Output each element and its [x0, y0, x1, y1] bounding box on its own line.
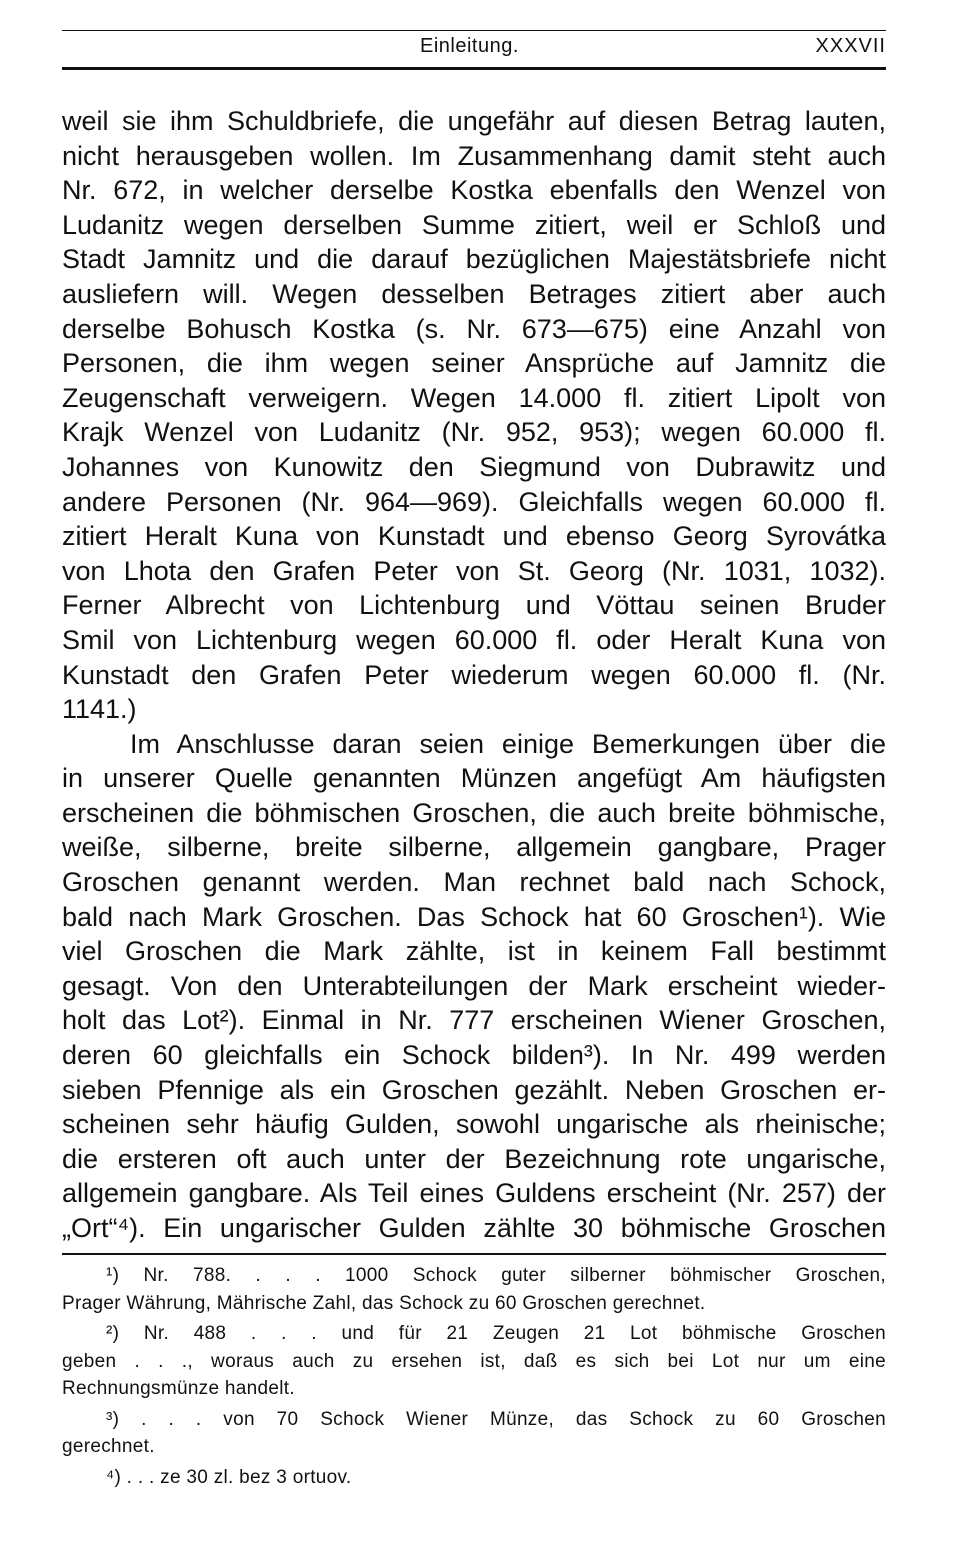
text-line: deren 60 gleichfalls ein Schock bilden³). In Nr. 499 werden: [62, 1040, 886, 1071]
footnote-line: gerechnet.: [62, 1436, 155, 1457]
footnote-rule: [62, 1253, 886, 1255]
text-line: von Lhota den Grafen Peter von St. Georg (Nr. 1031, 1032).: [62, 555, 886, 586]
text-line: Smil von Lichtenburg wegen 60.000 fl. oder Heralt Kuna von: [62, 624, 886, 655]
text-line: erscheinen die böhmischen Groschen, die auch breite böhmische,: [62, 797, 886, 828]
text-line: zitiert Heralt Kuna von Kunstadt und ebenso Georg Syrovátka: [62, 521, 886, 552]
text-line: ausliefern will. Wegen desselben Betrages zitiert aber auch: [62, 278, 886, 309]
text-line: Nr. 672, in welcher derselbe Kostka ebenfalls den Wenzel von: [62, 175, 886, 206]
text-line: derselbe Bohusch Kostka (s. Nr. 673—675) eine Anzahl von: [62, 313, 886, 344]
text-line: Groschen genannt werden. Man rechnet bald nach Schock,: [62, 867, 886, 898]
text-line: Johannes von Kunowitz den Siegmund von Dubrawitz und: [62, 451, 886, 482]
text-line: Ludanitz wegen derselben Summe zitiert, weil er Schloß und: [62, 209, 886, 240]
page-number: XXXVII: [815, 35, 886, 57]
text-line: Im Anschlusse daran seien einige Bemerkungen über die: [130, 728, 886, 759]
text-line: Stadt Jamnitz und die darauf bezüglichen Majestätsbriefe nicht: [62, 244, 886, 275]
footnote-line: ³) . . . von 70 Schock Wiener Münze, das Schock zu 60 Groschen: [106, 1408, 886, 1430]
footnote-line: geben . . ., woraus auch zu ersehen ist, daß es sich bei Lot nur um eine: [62, 1350, 886, 1372]
text-line: Personen, die ihm wegen seiner Ansprüche auf Jamnitz die: [62, 348, 886, 379]
text-line: Kunstadt den Grafen Peter wiederum wegen 60.000 fl. (Nr.: [62, 659, 886, 690]
text-line: Ferner Albrecht von Lichtenburg und Vöttau seinen Bruder: [62, 590, 886, 621]
text-line: „Ort“⁴). Ein ungarischer Gulden zählte 30 böhmische Groschen: [62, 1213, 886, 1243]
text-line: andere Personen (Nr. 964—969). Gleichfalls wegen 60.000 fl.: [62, 486, 886, 517]
running-title: Einleitung.: [420, 35, 519, 57]
running-head: [62, 35, 886, 65]
footnote-line: ¹) Nr. 788. . . . 1000 Schock guter silberner böhmischer Groschen,: [106, 1265, 886, 1286]
text-line: scheinen sehr häufig Gulden, sowohl ungarische als rheinische;: [62, 1109, 886, 1140]
text-line: bald nach Mark Groschen. Das Schock hat 60 Groschen¹). Wie: [62, 901, 886, 932]
text-line: allgemein gangbare. Als Teil eines Guldens erscheint (Nr. 257) der: [62, 1178, 886, 1209]
text-line: holt das Lot²). Einmal in Nr. 777 erscheinen Wiener Groschen,: [62, 1005, 886, 1036]
header-rule: [62, 67, 886, 70]
body-text: [62, 104, 886, 1246]
footnote-line: Rechnungsmünze handelt.: [62, 1378, 295, 1399]
text-line: weil sie ihm Schuldbriefe, die ungefähr auf diesen Betrag lauten,: [62, 106, 886, 136]
text-line: Zeugenschaft verweigern. Wegen 14.000 fl. zitiert Lipolt von: [62, 382, 886, 413]
text-line: nicht herausgeben wollen. Im Zusammenhang damit steht auch: [62, 140, 886, 171]
text-line: die ersteren oft auch unter der Bezeichnung rote ungarische,: [62, 1143, 886, 1174]
footnotes: [62, 1262, 886, 1491]
text-line: 1141.): [62, 694, 137, 725]
top-rule: [62, 30, 886, 31]
text-line: viel Groschen die Mark zählte, ist in keinem Fall bestimmt: [62, 936, 886, 967]
text-line: Krajk Wenzel von Ludanitz (Nr. 952, 953); wegen 60.000 fl.: [62, 417, 886, 448]
text-line: sieben Pfennige als ein Groschen gezählt. Neben Groschen er-: [62, 1074, 886, 1105]
text-line: in unserer Quelle genannten Münzen angefügt Am häufigsten: [62, 763, 886, 794]
text-line: weiße, silberne, breite silberne, allgemein gangbare, Prager: [62, 832, 886, 863]
text-line: gesagt. Von den Unterabteilungen der Mark erscheint wieder-: [62, 970, 886, 1001]
footnote-line: ²) Nr. 488 . . . und für 21 Zeugen 21 Lot böhmische Groschen: [106, 1323, 886, 1344]
footnote-line: ⁴) . . . ze 30 zl. bez 3 ortuov.: [106, 1466, 352, 1488]
footnote-line: Prager Währung, Mährische Zahl, das Schock zu 60 Groschen gerechnet.: [62, 1292, 706, 1314]
